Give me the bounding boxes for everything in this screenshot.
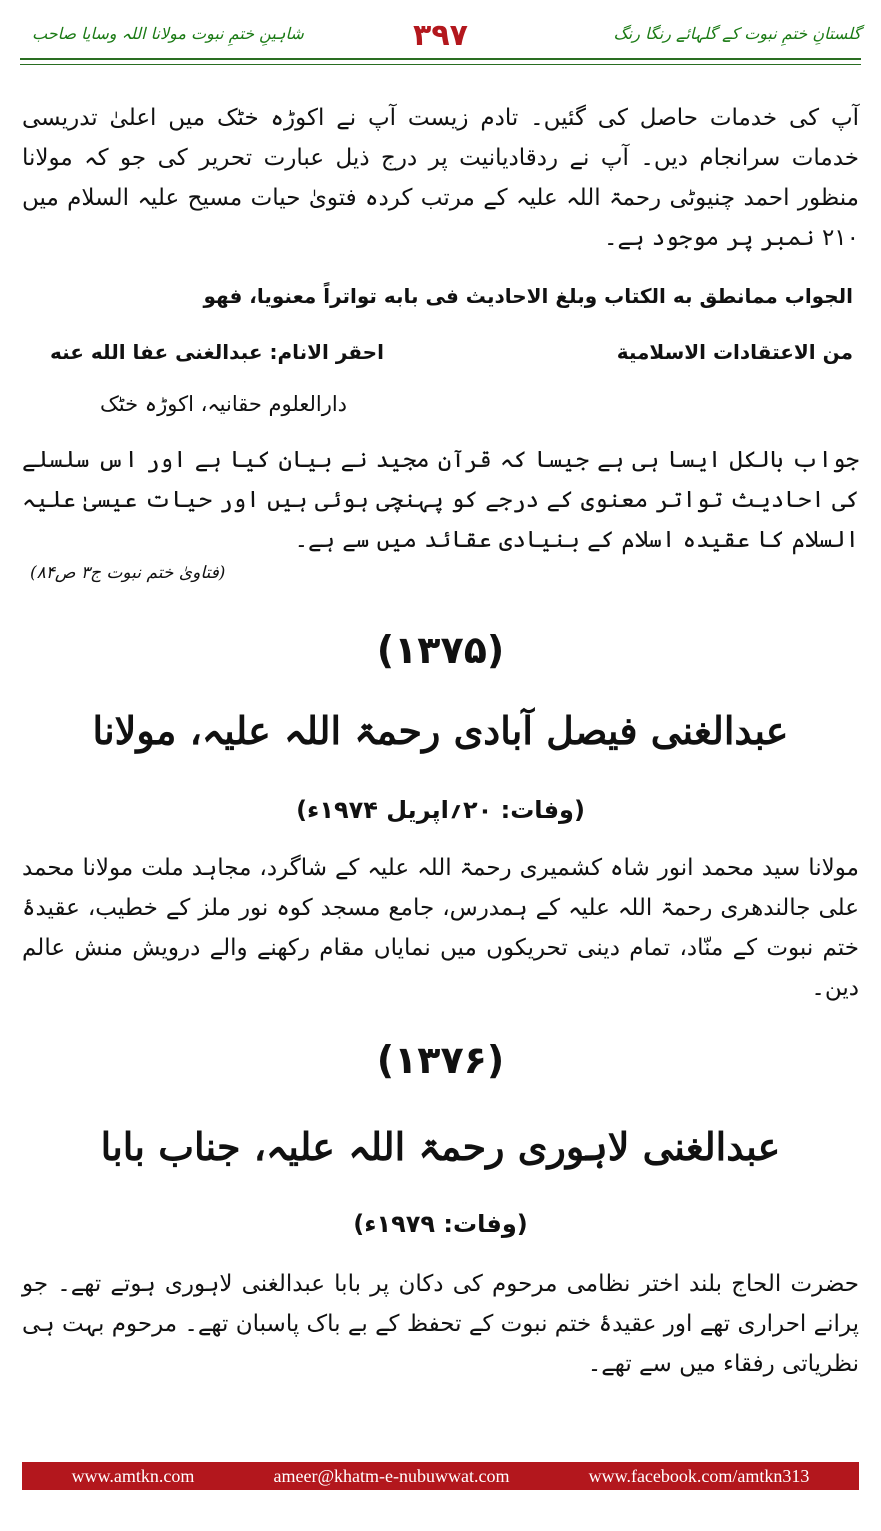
- book-title: گلستانِ ختمِ نبوت کے گلہائے رنگا رنگ: [613, 24, 861, 43]
- arabic-fatwa-line-2: من الاعتقادات الاسلامية: [616, 340, 853, 364]
- facebook-link[interactable]: www.facebook.com/amtkn313: [588, 1465, 810, 1486]
- page-number: ۳۹۷: [413, 18, 468, 53]
- page-header: [20, 18, 861, 58]
- entry-name: عبدالغنی فیصل آبادی رحمۃ اللہ علیہ، مولانا: [92, 708, 789, 753]
- answer-paragraph: جواب بالکل ایسا ہی ہے جیسا کہ قرآن مجید نے بیان کیا ہے اور اس سلسلے کی احادیث تواتر معنوی کے درجے کو پہنچی ہوئی ہیں اور حیات عیسیٰ علیہ السلام کا عقیدہ اسلام کے بنیادی عقائد میں سے ہے۔: [22, 447, 859, 553]
- reference-citation: (فتاویٰ ختم نبوت ج۳ ص۸۴): [30, 563, 226, 583]
- entry-number: (۱۳۷۶): [376, 1038, 505, 1082]
- entry-name: عبدالغنی لاہوری رحمۃ اللہ علیہ، جناب بابا: [100, 1124, 781, 1169]
- author-name: شاہینِ ختمِ نبوت مولانا اللہ وسایا صاحب: [32, 24, 304, 43]
- entry-number: (۱۳۷۵): [376, 628, 505, 672]
- signature-place: دارالعلوم حقانیہ، اکوڑہ خٹک: [100, 392, 348, 416]
- entry-death-date: (وفات: ۲۰؍اپریل ۱۹۷۴ء): [296, 796, 585, 824]
- entry-text: مولانا سید محمد انور شاہ کشمیری رحمۃ اللہ علیہ کے شاگرد، مجاہد ملت مولانا محمد علی جالندھری رحمۃ اللہ علیہ کے ہمدرس، جامع مسجد کوہ نور ملز کے خطیب، عقیدۂ ختم نبوت کے منّاد، تمام دینی تحریکوں میں نمایاں مقام رکھنے والے درویش منش عالم دین۔: [22, 855, 859, 1001]
- page-footer: [22, 1462, 859, 1490]
- website-link[interactable]: www.amtkn.com: [71, 1465, 195, 1486]
- intro-paragraph: آپ کی خدمات حاصل کی گئیں۔ تادم زیست آپ نے اکوڑہ خٹک میں اعلیٰ تدریسی خدمات سرانجام دیں۔ آپ نے ردقادیانیت پر درج ذیل عبارت تحریر کی جو کہ مولانا منظور احمد چنیوٹی رحمۃ اللہ علیہ کے مرتب کردہ فتویٰ حیات مسیح علیہ السلام میں ۲۱۰ نمبر پر موجود ہے۔: [22, 105, 859, 251]
- header-divider: [20, 58, 861, 65]
- email-link[interactable]: ameer@khatm-e-nubuwwat.com: [273, 1465, 510, 1486]
- arabic-fatwa-line-1: الجواب ممانطق به الكتاب وبلغ الاحاديث فى بابه تواتراً معنويا، فهو: [203, 284, 853, 308]
- fatwa-signature: احقر الانام: عبدالغنى عفا الله عنه: [50, 340, 384, 364]
- entry-text: حضرت الحاج بلند اختر نظامی مرحوم کی دکان پر بابا عبدالغنی لاہوری ہوتے تھے۔ جو پرانے احراری تھے اور عقیدۂ ختم نبوت کے تحفظ کے بے باک پاسبان تھے۔ مرحوم بہت ہی نظریاتی رفقاء میں سے تھے۔: [22, 1271, 859, 1377]
- entry-death-date: (وفات: ۱۹۷۹ء): [353, 1210, 528, 1238]
